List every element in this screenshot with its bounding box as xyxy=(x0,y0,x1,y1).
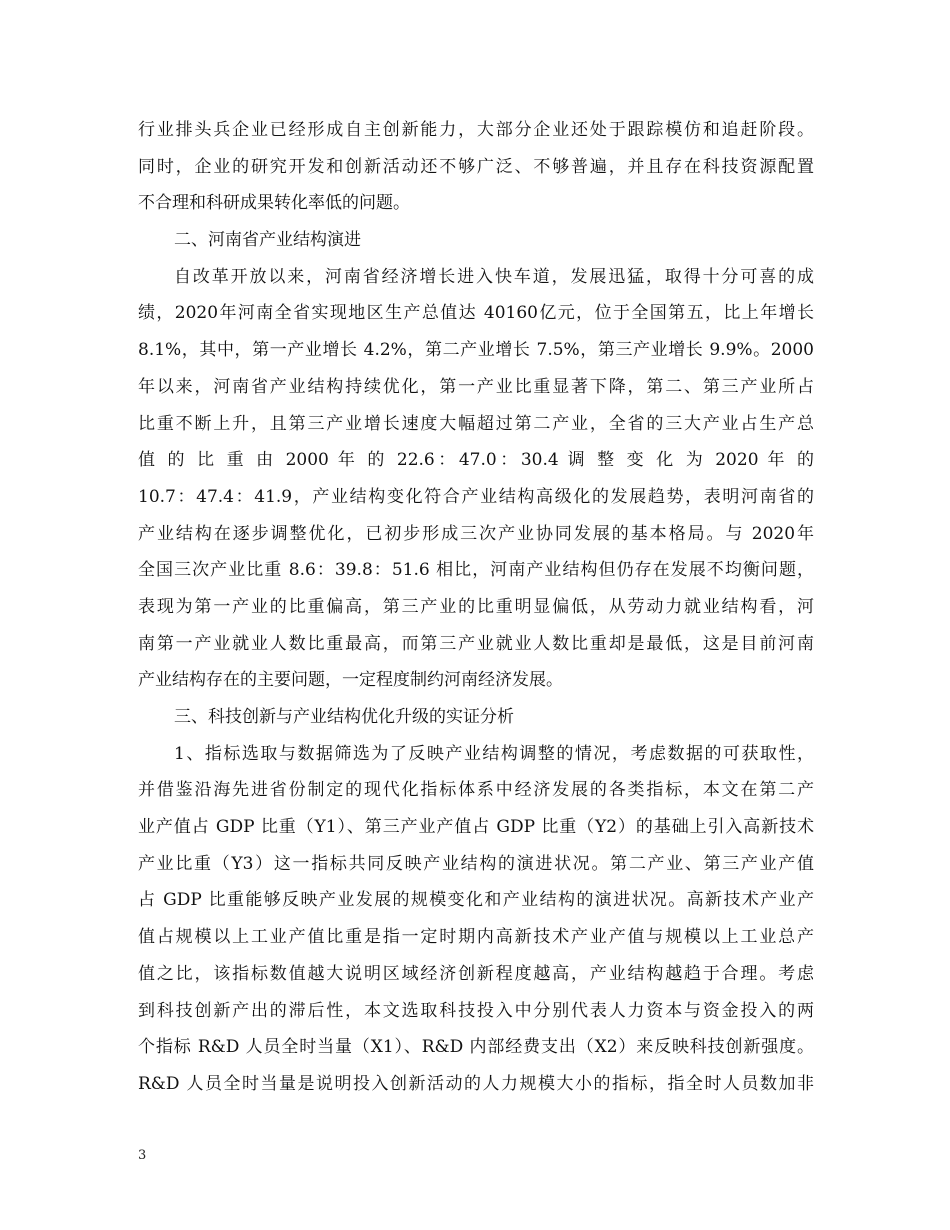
text-line: 到科技创新产出的滞后性，本文选取科技投入中分别代表人力资本与资金投入的两 xyxy=(138,1000,814,1021)
text-line: R&D 人员全时当量是说明投入创新活动的人力规模大小的指标，指全时人员数加非 xyxy=(138,1073,814,1094)
body-text xyxy=(138,112,814,1103)
section-heading: 二、河南省产业结构演进 xyxy=(174,230,361,251)
text-line: 全国三次产业比重 8.6：39.8：51.6 相比，河南产业结构但仍存在发展不均衡问题， xyxy=(138,560,814,581)
text-line: 值占规模以上工业产值比重是指一定时期内高新技术产业产值与规模以上工业总产 xyxy=(138,927,814,948)
text-line: 业产值占 GDP 比重（Y1）、第三产业产值占 GDP 比重（Y2）的基础上引入高新技术 xyxy=(138,817,814,838)
text-line: 占 GDP 比重能够反映产业发展的规模变化和产业结构的演进状况。高新技术产业产 xyxy=(138,890,814,911)
text-line: 比重不断上升，且第三产业增长速度大幅超过第二产业，全省的三大产业占生产总 xyxy=(138,413,814,434)
text-line: 个指标 R&D 人员全时当量（X1）、R&D 内部经费支出（X2）来反映科技创新强度。 xyxy=(138,1037,814,1058)
text-line: 自改革开放以来，河南省经济增长进入快车道，发展迅猛，取得十分可喜的成 xyxy=(174,266,814,287)
text-line: 不合理和科研成果转化率低的问题。 xyxy=(138,193,410,214)
text-line: 1、指标选取与数据筛选为了反映产业结构调整的情况，考虑数据的可获取性， xyxy=(174,743,814,764)
text-line: 值 的 比 重 由 2000 年 的 22.6：47.0：30.4 调 整 变 化 为 2020 年 的 xyxy=(138,450,814,471)
section-heading: 三、科技创新与产业结构优化升级的实证分析 xyxy=(174,707,514,727)
text-line: 值之比，该指标数值越大说明区域经济创新程度越高，产业结构越趋于合理。考虑 xyxy=(138,963,814,984)
text-line: 产业结构存在的主要问题，一定程度制约河南经济发展。 xyxy=(138,670,563,691)
text-line: 产业结构在逐步调整优化，已初步形成三次产业协同发展的基本格局。与 2020年 xyxy=(138,523,814,544)
page-number: 3 xyxy=(138,1148,147,1163)
text-line: 同时，企业的研究开发和创新活动还不够广泛、不够普遍，并且存在科技资源配置 xyxy=(138,156,814,177)
text-line: 产业比重（Y3）这一指标共同反映产业结构的演进状况。第二产业、第三产业产值 xyxy=(138,853,814,874)
text-line: 并借鉴沿海先进省份制定的现代化指标体系中经济发展的各类指标，本文在第二产 xyxy=(138,780,814,801)
text-line: 行业排头兵企业已经形成自主创新能力，大部分企业还处于跟踪模仿和追赶阶段。 xyxy=(138,120,814,140)
text-line: 10.7：47.4：41.9，产业结构变化符合产业结构高级化的发展趋势，表明河南省的 xyxy=(138,486,814,507)
text-line: 绩，2020年河南全省实现地区生产总值达 40160亿元，位于全国第五，比上年增长 xyxy=(138,303,814,324)
text-line: 8.1%，其中，第一产业增长 4.2%，第二产业增长 7.5%，第三产业增长 9.9%。2000 xyxy=(138,340,814,361)
text-line: 表现为第一产业的比重偏高，第三产业的比重明显偏低，从劳动力就业结构看，河 xyxy=(138,596,814,617)
text-line: 南第一产业就业人数比重最高，而第三产业就业人数比重却是最低，这是目前河南 xyxy=(138,633,814,654)
text-line: 年以来，河南省产业结构持续优化，第一产业比重显著下降，第二、第三产业所占 xyxy=(138,376,814,397)
